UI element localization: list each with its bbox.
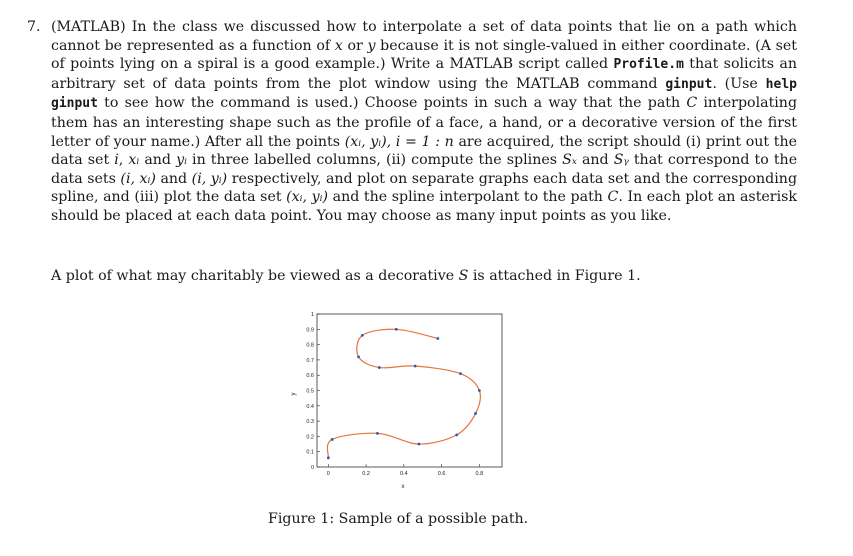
- figure-intro-line: [51, 268, 641, 284]
- var-yi: yᵢ: [176, 152, 187, 169]
- set-x-y: (xᵢ, yᵢ): [286, 189, 329, 206]
- figure-1: [284, 308, 510, 493]
- data-point-marker: [395, 328, 398, 331]
- and-word-2: and: [581, 152, 609, 169]
- y-tick-label: 1: [310, 312, 314, 318]
- data-point-marker: [436, 337, 439, 340]
- data-point-marker: [455, 433, 458, 436]
- problem-7: [27, 18, 797, 226]
- data-point-marker: [474, 412, 477, 415]
- var-xi: xᵢ: [128, 152, 140, 169]
- data-point-marker: [357, 355, 360, 358]
- solicits-text: that solicits an arbitrary set of data points from the plot window using the MATLAB command: [51, 56, 798, 92]
- see-how-text: to see how the command is used.) Choose points in such a way that the path: [104, 95, 681, 112]
- x-tick-label: 0.8: [475, 471, 484, 477]
- data-point-marker: [478, 389, 481, 392]
- plot-area: [317, 314, 502, 467]
- data-point-marker: [376, 432, 379, 435]
- respectively-text: respectively, and plot on separate graphs each data set and the corresponding spline, and (iii) plot the data set: [51, 170, 798, 206]
- y-tick-label: 0.2: [306, 434, 314, 441]
- path-plot: [284, 308, 510, 493]
- x-tick-label: 0.2: [362, 471, 370, 477]
- use-help-text: . (Use: [712, 75, 758, 92]
- figure-caption: Figure 1: Sample of a possible path.: [268, 511, 529, 527]
- y-tick-label: 0.1: [306, 449, 314, 456]
- spline-sx: Sₓ: [562, 152, 577, 169]
- help-command: help ginput: [51, 76, 797, 112]
- data-point-marker: [414, 365, 417, 368]
- y-tick-label: 0: [310, 465, 314, 471]
- x-axis-label: x: [401, 484, 405, 490]
- data-point-marker: [327, 456, 330, 459]
- data-point-marker: [378, 366, 381, 369]
- y-tick-label: 0.4: [306, 403, 314, 410]
- data-point-marker: [418, 443, 421, 446]
- and-spline-text: and the spline interpolant to the path: [332, 189, 603, 206]
- var-y: y: [367, 37, 376, 54]
- problem-number: 7.: [27, 19, 41, 35]
- y-tick-label: 0.7: [306, 357, 314, 364]
- correspond-text: that correspond to the data sets: [51, 152, 798, 187]
- ginput-command: ginput: [665, 76, 713, 92]
- path-c-2: C: [607, 189, 619, 206]
- acquired-text: are acquired, the script should (i) print out the data set: [51, 133, 797, 169]
- interpolating-text: interpolating them has an interesting shape such as the profile of a face, a hand, or a decorative version of the first letter of your name.) After all the points: [51, 95, 798, 150]
- y-tick-label: 0.5: [306, 388, 314, 395]
- set-i-y: (i, yᵢ): [191, 170, 228, 187]
- and-word-1: and: [144, 152, 171, 169]
- x-tick-label: 0: [326, 471, 330, 477]
- problem-body: [51, 18, 797, 226]
- y-tick-label: 0.6: [306, 373, 314, 380]
- path-c: C: [686, 95, 698, 112]
- x-tick-label: 0.4: [400, 471, 408, 477]
- script-name: Profile.m: [613, 57, 684, 73]
- figure-intro-before: A plot of what may charitably be viewed as a decorative: [51, 268, 455, 284]
- comma: ,: [118, 152, 124, 169]
- var-i: i: [114, 152, 119, 169]
- y-tick-label: 0.9: [306, 327, 314, 334]
- y-tick-label: 0.3: [306, 419, 314, 426]
- ending-text: . In each plot an asterisk should be placed at each data point. You may choose as many input points as you like.: [51, 189, 797, 224]
- three-columns-text: in three labelled columns, (ii) compute the splines: [192, 152, 558, 169]
- points-expression: (xᵢ, yᵢ), i = 1 : n: [344, 133, 454, 150]
- set-i-x: (i, xᵢ): [120, 170, 156, 187]
- spline-sy: Sᵧ: [613, 152, 629, 169]
- decorative-s: S: [458, 268, 469, 284]
- x-tick-label: 0.6: [437, 471, 446, 477]
- intro-text: (MATLAB) In the class we discussed how to interpolate a set of data points that lie on a path which cannot be represented as a function of: [51, 19, 797, 54]
- y-axis-label: y: [291, 392, 297, 396]
- data-point-marker: [361, 334, 364, 337]
- y-tick-label: 0.8: [306, 342, 314, 349]
- figure-intro-after: is attached in Figure 1.: [472, 268, 641, 284]
- data-point-marker: [459, 372, 462, 375]
- because-text: because it is not single-valued in either coordinate. (A set of points lying on a spiral is a good example.) Write a MATLAB script called: [51, 37, 797, 73]
- data-point-marker: [331, 438, 334, 441]
- var-x: x: [334, 37, 343, 54]
- or-word: or: [347, 37, 363, 54]
- and-word-3: and: [160, 170, 188, 187]
